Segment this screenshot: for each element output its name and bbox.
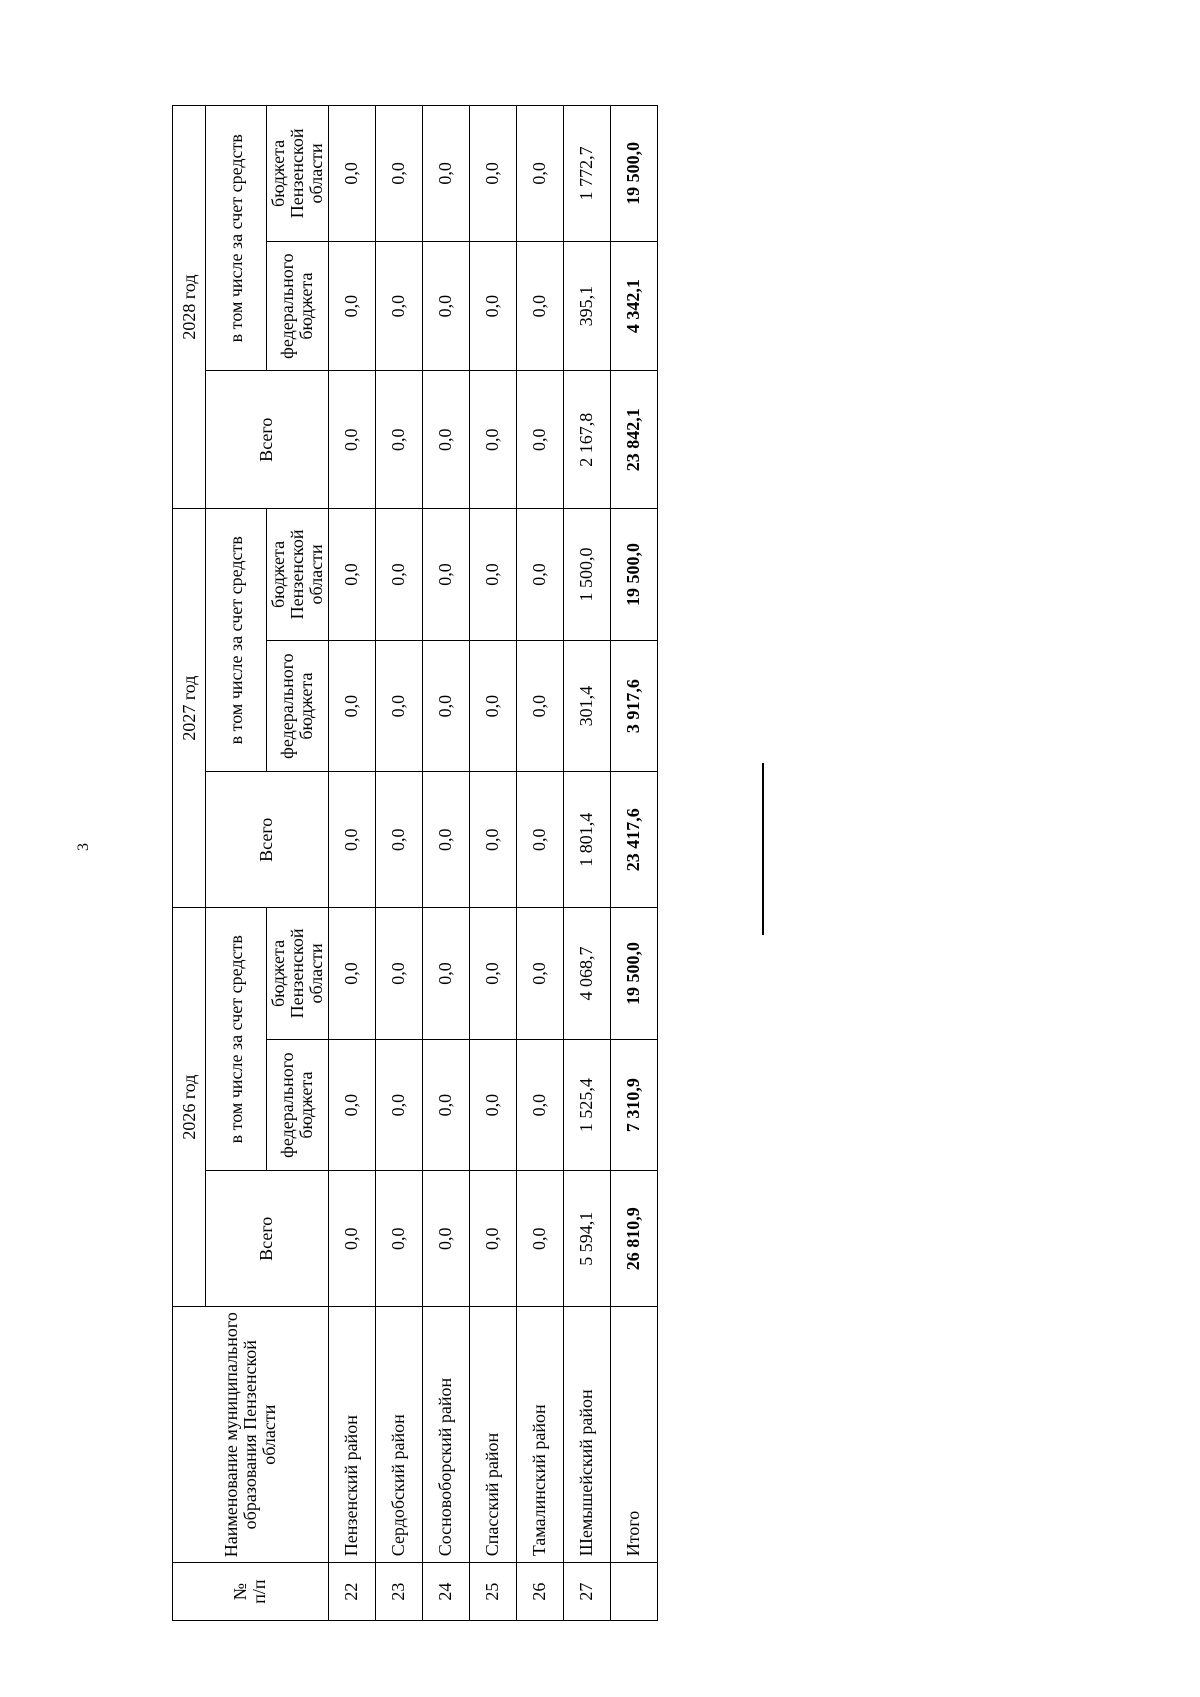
cell-value: 0,0 [375,106,422,242]
table-row [422,106,469,1621]
row-num [610,1563,657,1621]
cell-value: 1 500,0 [563,509,610,641]
total-value: 4 342,1 [610,241,657,371]
cell-value: 0,0 [469,1039,516,1171]
cell-value: 0,0 [328,772,375,908]
cell-value: 0,0 [516,106,563,242]
total-value: 23 842,1 [610,371,657,509]
cell-value: 0,0 [469,241,516,371]
cell-value: 0,0 [516,640,563,772]
cell-value: 0,0 [375,1171,422,1307]
cell-value: 0,0 [375,371,422,509]
cell-value: 0,0 [328,1039,375,1171]
header-fed-2026: федерального бюджета [267,1039,329,1171]
cell-value: 0,0 [375,509,422,641]
header-year-2027: 2027 год [173,509,206,908]
total-value: 26 810,9 [610,1171,657,1307]
total-value: 19 500,0 [610,509,657,641]
cell-value: 0,0 [516,908,563,1040]
header-total-2026: Всего [206,1171,329,1307]
total-value: 19 500,0 [610,106,657,242]
row-name: Пензенский район [328,1307,375,1563]
total-value: 7 310,9 [610,1039,657,1171]
cell-value: 0,0 [469,1171,516,1307]
row-name: Шемышейский район [563,1307,610,1563]
header-year-2028: 2028 год [173,106,206,509]
cell-value: 0,0 [422,772,469,908]
cell-value: 0,0 [422,106,469,242]
cell-value: 0,0 [469,509,516,641]
cell-value: 0,0 [422,640,469,772]
table-row [516,106,563,1621]
budget-table [172,105,658,1621]
cell-value: 0,0 [422,908,469,1040]
cell-value: 1 772,7 [563,106,610,242]
header-incl-2028: в том числе за счет средств [206,106,267,371]
rotated-table-container [172,105,658,1621]
cell-value: 395,1 [563,241,610,371]
cell-value: 0,0 [422,1171,469,1307]
header-total-2028: Всего [206,371,329,509]
total-value: 3 917,6 [610,640,657,772]
end-separator-line [762,763,764,935]
row-name: Спасский район [469,1307,516,1563]
cell-value: 1 801,4 [563,772,610,908]
cell-value: 1 525,4 [563,1039,610,1171]
row-name: Тамалинский район [516,1307,563,1563]
cell-value: 0,0 [469,908,516,1040]
row-name: Итого [610,1307,657,1563]
cell-value: 0,0 [516,371,563,509]
cell-value: 0,0 [422,371,469,509]
cell-value: 0,0 [469,772,516,908]
cell-value: 0,0 [469,640,516,772]
cell-value: 4 068,7 [563,908,610,1040]
cell-value: 0,0 [516,1039,563,1171]
cell-value: 0,0 [375,772,422,908]
cell-value: 0,0 [516,241,563,371]
cell-value: 0,0 [422,1039,469,1171]
header-total-2027: Всего [206,772,329,908]
table-row [469,106,516,1621]
header-fed-2027: федерального бюджета [267,640,329,772]
cell-value: 0,0 [375,908,422,1040]
cell-value: 0,0 [469,371,516,509]
cell-value: 301,4 [563,640,610,772]
header-reg-2026: бюджета Пензенской области [267,908,329,1040]
cell-value: 0,0 [328,908,375,1040]
header-row-years [173,106,206,1621]
row-num: 24 [422,1563,469,1621]
header-name: Наименование муниципального образования Пензенской области [173,1307,329,1563]
table-row [375,106,422,1621]
table-row [563,106,610,1621]
header-reg-2028: бюджета Пензенской области [267,106,329,242]
header-incl-2026: в том числе за счет средств [206,908,267,1171]
row-num: 27 [563,1563,610,1621]
table-row [328,106,375,1621]
header-incl-2027: в том числе за счет средств [206,509,267,772]
row-num: 23 [375,1563,422,1621]
cell-value: 0,0 [328,371,375,509]
total-value: 23 417,6 [610,772,657,908]
cell-value: 0,0 [516,1171,563,1307]
cell-value: 0,0 [422,509,469,641]
cell-value: 0,0 [375,241,422,371]
cell-value: 5 594,1 [563,1171,610,1307]
header-reg-2027: бюджета Пензенской области [267,509,329,641]
row-name: Сердобский район [375,1307,422,1563]
cell-value: 0,0 [375,640,422,772]
cell-value: 0,0 [469,106,516,242]
header-num: № п/п [173,1563,329,1621]
row-num: 25 [469,1563,516,1621]
row-name: Сосновоборский район [422,1307,469,1563]
header-fed-2028: федерального бюджета [267,241,329,371]
cell-value: 2 167,8 [563,371,610,509]
cell-value: 0,0 [422,241,469,371]
page-number: 3 [75,843,92,851]
cell-value: 0,0 [516,772,563,908]
cell-value: 0,0 [328,106,375,242]
row-num: 26 [516,1563,563,1621]
total-value: 19 500,0 [610,908,657,1040]
cell-value: 0,0 [328,241,375,371]
row-num: 22 [328,1563,375,1621]
cell-value: 0,0 [375,1039,422,1171]
cell-value: 0,0 [328,1171,375,1307]
header-year-2026: 2026 год [173,908,206,1307]
cell-value: 0,0 [328,509,375,641]
cell-value: 0,0 [516,509,563,641]
cell-value: 0,0 [328,640,375,772]
total-row [610,106,657,1621]
